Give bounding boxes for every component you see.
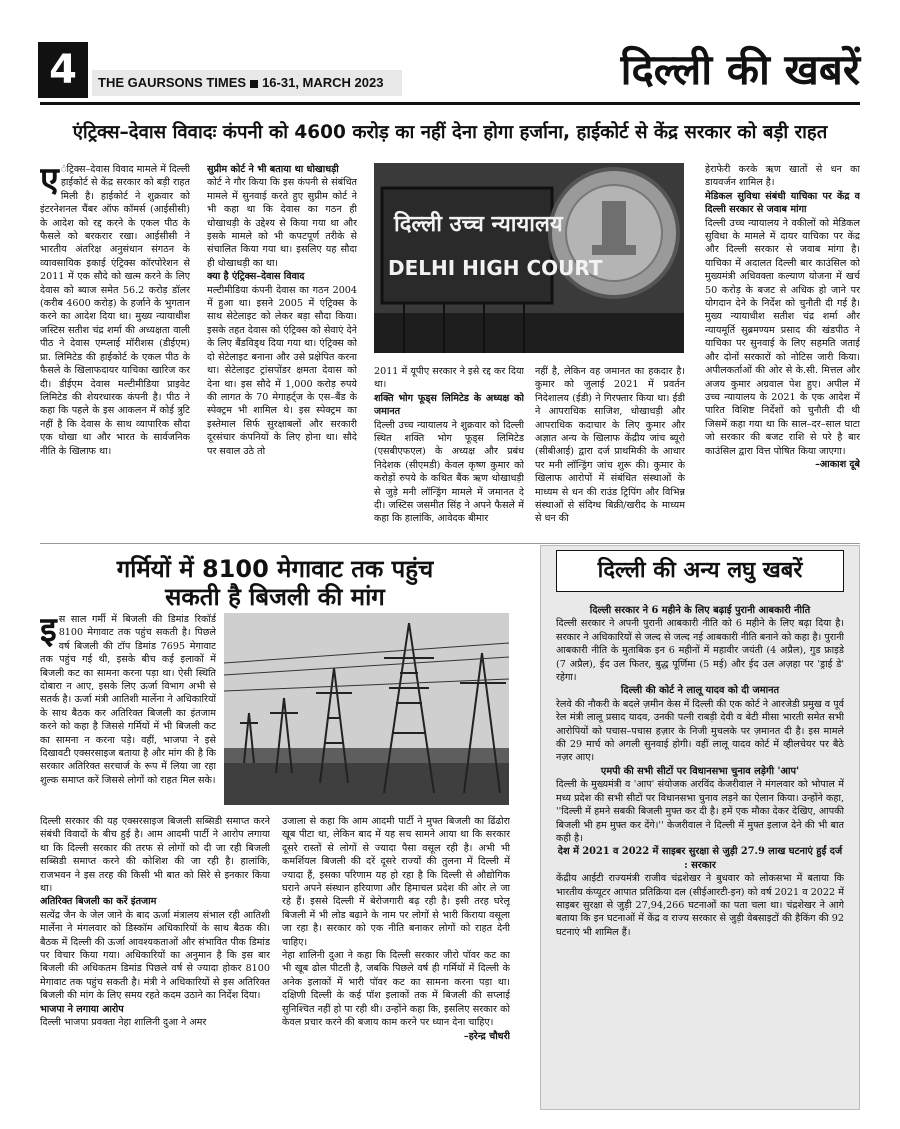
short-news-heading: देश में 2021 व 2022 में साइबर सुरक्षा से जुड़ी 27.9 लाख घटनाएं हुईं दर्ज : सरकार	[557, 846, 843, 871]
square-bullet-icon	[250, 80, 258, 88]
story1-col1	[40, 163, 190, 533]
drop-cap: ए	[40, 163, 59, 200]
story1-col2-para2: मल्टीमीडिया कंपनी देवास का गठन 2004 में हुआ था। इसने 2005 में एंट्रिक्स के साथ सेटेलाइट को लेकर बड़ा सौदा किया। इसके तहत देवास को एंट्रिक्स को सेवाएं देने के लिए बैंडविड्थ दिया गया था। एंट्रिक्स को दो सेटेलाइट बनाना और उसे प्रक्षेपित करना था। सेटेलाइट ट्रांसपोंडर क्षमता देवास को देना था। इस सौदे में 1,000 करोड़ रुपये की लागत के 70 मेगाहर्ट्ज के एस–बैंड के स्पेक्ट्रम भी शामिल थे। इस स्पेक्ट्रम का इस्तेमाल सिर्फ सुरक्षाबलों और सरकारी दूरसंचार कंपनियों के लिए होना था। सौदे पर सवाल उठे तो	[207, 284, 357, 457]
story1-col3	[374, 365, 524, 533]
short-news-body: रेलवे की नौकरी के बदले ज़मीन केस में दिल्ली की एक कोर्ट ने आरजेडी प्रमुख व पूर्व रेल मंत्री लालू प्रसाद यादव, उनकी पत्नी राबड़ी देवी व बेटी मीसा भारती समेत सभी आरोपियों को पचास–पचास हज़ार के निजी मुचलके पर ज़मानत दी है। इस मामले की 29 मार्च को अगली सुनवाई होगी। वहीं लालू यादव कोर्ट में व्हीलचेयर पर बैठे नज़र आए।	[556, 698, 844, 764]
story1-subhead-sc: सुप्रीम कोर्ट ने भी बताया था धोखाधड़ी	[207, 164, 339, 175]
short-news-body: दिल्ली सरकार ने अपनी पुरानी आबकारी नीति को 6 महीने के लिए बढ़ा दिया है। सरकार ने अधिकारियों से जल्द से जल्द नई आबकारी नीति बनाने को कहा है। पुरानी आबकारी नीति के मुताबिक इन 6 महीनों में महावीर जयंती (4 अप्रैल), गुड फ्राइडे (7 अप्रैल), ईद उल फितर, बुद्ध पूर्णिमा (5 मई) और ईद उल अज़हा पर 'ड्राई डे' रहेगा।	[556, 618, 844, 684]
paper-name: THE GAURSONS TIMES	[98, 75, 247, 90]
story2-subhead-bjp: भाजपा ने लगाया आरोप	[40, 1003, 124, 1015]
delhi-high-court-photo	[374, 163, 684, 353]
story1-col5-para2: दिल्ली उच्च न्यायालय ने वकीलों को मेडिकल सुविधा के मामले में दायर याचिका पर केंद्र और दिल्ली सरकार से जवाब मांगा है। याचिका में अदालत दिल्ली बार काउंसिल को मुख्यमंत्री अधिवक्ता कल्याण योजना में खर्च 50 करोड़ के बजट से अधिक हो जाने पर योगदान देने के निर्देश को चुनौती दी गई है। मुख्य न्यायाधीश सतीश चंद्र शर्मा और न्यायमूर्ति सुब्रमण्यम प्रसाद की खंडपीठ ने याचिका पर सुनवाई के लिए सहमति जताई और दोनों सरकारों को नोटिस जारी किया। अपीलकर्ताओं की ओर से के.सी. मित्तल और अजय कुमार अग्रवाल पेश हुए। अपील में उच्च न्यायालय के 2021 के एक आदेश में पारित विशिष्ट निर्देशों को चुनौती दी थी जिसमें कहा गया था कि साल–दर–साल घाटा जो सरकार की बजट राशि से परे है बार काउंसिल द्वारा वित्त पोषित किया जाएगा।	[705, 217, 860, 457]
pylons-photo-svg	[224, 613, 509, 805]
story1-col1-text: ंट्रिक्स–देवास विवाद मामले में दिल्ली हाईकोर्ट से केंद्र सरकार को बड़ी राहत मिली है। हाईकोर्ट ने शुक्रवार को इंटरनेशनल चैंबर ऑफ कॉमर्स (आईसीसी) के आदेश को रद्द करने के एकल पीठ के फैसले को बरकरार रखा। आईसीसी ने भारतीय अंतरिक्ष अनुसंधान संगठन के व्यावसायिक इकाई एंट्रिक्स कॉरपोरेशन से 2011 में एक सौदे को खत्म करने के लिए देवास को ब्याज समेत 56.2 करोड़ डॉलर (करीब 4600 करोड़) के हर्जाने के भुगतान करने का आदेश दिया था। मुख्य न्यायाधीश जस्टिस सतीश चंद्र शर्मा की अध्यक्षता वाली पीठ ने देवास एम्प्लाई मॉरीशस (डीईएम) प्रा. लिमिटेड की हाईकोर्ट के एकल पीठ के फैसले के खिलाफदायर याचिका खारिज कर दी। डीईएम देवास मल्टीमीडिया प्राइवेट लिमिटेड की शेयरधारक कंपनी है। पीठ ने कहा कि पहले के इस आकलन में कोई त्रुटि नहीं है कि देवास के साथ व्यापारिक सौदा एक धोखा था और भारत के सार्वजनिक नीति के खिलाफ था।	[40, 164, 190, 457]
story1-subhead-bail: शक्ति भोग फूड्स लिमिटेड के अध्यक्ष को जमानत	[374, 392, 524, 418]
section-title: दिल्ली की खबरें	[620, 45, 860, 94]
story2-lead-text: स साल गर्मी में बिजली की डिमांड रिकॉर्ड 8100 मेगावाट तक पहुंच सकती है। पिछले वर्ष बिजली की टॉप डिमांड 7695 मेगावाट तक पहुंच गई थी, इसके बीच कई इलाकों में बिजली कट का सामना करना पड़ा था। ऐसी स्थिति दोबारा न आए, इसके लिए ऊर्जा विभाग अभी से सतर्क है। ऊर्जा मंत्री आतिशी मार्लेना ने अधिकारियों के साथ बैठक कर अतिरिक्त बिजली का इंतजाम करने को कहा है जिससे गर्मियों में भी बिजली कट का सामना न करना पड़े। वहीं, भाजपा ने इसे दिखावटी एक्सरसाइज बताया है और मांग की है कि सरकार अतिरिक्त सरचार्ज के रूप में लिया जा रहा शुल्क समाप्त करें जिससे लोगों को राहत मिल सके।	[40, 614, 216, 786]
story1-col3-para2: दिल्ली उच्च न्यायालय ने शुक्रवार को दिल्ली स्थित शक्ति भोग फूड्स लिमिटेड (एसबीएफएल) के अध्यक्ष और प्रबंध निदेशक (सीएमडी) केवल कृष्ण कुमार को करोड़ों रुपये के कथित बैंक ऋण धोखाधड़ी से जुड़े मनी लॉन्ड्रिंग मामले में जमानत दे दी। जस्टिस जसमीत सिंह ने अपने फैसले में कहा कि हालांकि, आवेदक बीमार	[374, 419, 524, 525]
drop-cap: इ	[40, 613, 57, 650]
story1-headline: एंट्रिक्स–देवास विवादः कंपनी को 4600 करोड़ का नहीं देना होगा हर्जाना, हाईकोर्ट से केंद्र सरकार को बड़ी राहत	[72, 122, 828, 143]
story2-col2	[282, 815, 510, 1110]
story2-col1	[40, 815, 270, 1110]
story1-col4-text: नहीं है, लेकिन वह जमानत का हकदार है। कुमार को जुलाई 2021 में प्रवर्तन निदेशालय (ईडी) ने गिरफ्तार किया था। ईडी ने आपराधिक साजिश, धोखाधड़ी और आपराधिक कदाचार के लिए कुमार और अज्ञात अन्य के खिलाफ केंद्रीय जांच ब्यूरो (सीबीआई) द्वारा दर्ज प्राथमिकी के आधार पर मनी लॉन्ड्रिंग जांच शुरू की। कुमार के खिलाफ आरोपों में संबंधित संस्थाओं के माध्यम से धन की राउंड ट्रिपिंग और विभिन्न संस्थाओं से संदिग्ध बिक्री/खरीद के माध्यम से धन की	[535, 366, 685, 525]
story1-byline: –आकाश दूबे	[815, 458, 860, 470]
short-news-title: दिल्ली की अन्य लघु खबरें	[556, 550, 844, 592]
story1-col5	[705, 163, 860, 538]
story2-col1-para2: दिल्ली सरकार की यह एक्सरसाइज बिजली सब्सिडी समाप्त करने संबंधी विवादों के बीच हुई है। आम आदमी पार्टी ने आरोप लगाया था कि दिल्ली सरकार की तरफ से लोगों को दी जा रही बिजली सब्सिडी समाप्त करने की कोशिश की जा रही है। हालांकि, राजभवन ने इस तरह की किसी भी बात को सिरे से इनकार किया था।	[40, 816, 270, 895]
masthead-bar	[92, 70, 402, 96]
power-pylons-photo	[224, 613, 509, 805]
story2-subhead-arrange: अतिरिक्त बिजली का करें इंतजाम	[40, 896, 157, 908]
court-sign-english: DELHI HIGH COURT	[388, 256, 603, 280]
story2-headline	[60, 555, 490, 611]
story1-subhead-medical: मेडिकल सुविधा संबंधी याचिका पर केंद्र व दिल्ली सरकार से जवाब मांगा	[705, 190, 860, 216]
story1-col2-para1: कोर्ट ने गौर किया कि इस कंपनी से संबंधित मामले में सुनवाई करते हुए सुप्रीम कोर्ट ने भी कहा था कि देवास का गठन ही धोखाधड़ी के उद्देश्य से किया गया था और इसके मामले को भी कपटपूर्ण तरीके से संचालित किया गया था। इसलिए यह सौदा ही धोखाधड़ी का था।	[207, 177, 357, 269]
short-news-heading: एमपी की सभी सीटों पर विधानसभा चुनाव लड़ेगी 'आप'	[600, 765, 800, 777]
story2-col2-para2: नेहा शालिनी दुआ ने कहा कि दिल्ली सरकार जीरो पॉवर कट का भी खूब ढोल पीटती है, जबकि पिछले वर्ष ही गर्मियों में दिल्ली के अनेक इलाकों में भारी पॉवर कट का सामना करना पड़ा था। दक्षिणी दिल्ली के कई पॉश इलाकों तक में बिजली की सप्लाई सुनिश्चित नहीं हो पा रही थी। उन्होंने कहा कि, इसलिए सरकार को केवल प्रचार करने की बजाय काम करने पर ध्यान देना चाहिए।	[282, 950, 510, 1029]
page-number: 4	[38, 42, 88, 98]
story1-col4	[535, 365, 685, 533]
story2-col1-para4: दिल्ली भाजपा प्रवक्ता नेहा शालिनी दुआ ने अमर	[40, 1017, 207, 1029]
court-photo-svg	[374, 163, 684, 353]
story1-col2	[207, 163, 357, 533]
middle-rule	[40, 543, 860, 544]
story2-lead	[40, 613, 216, 809]
story1-col5-para1: हेराफेरी करके ऋण खातों से धन का डायवर्जन शामिल है।	[705, 164, 860, 189]
story2-byline: –हरेन्द्र चौधरी	[463, 1030, 510, 1042]
top-rule	[40, 102, 860, 105]
short-news-heading: दिल्ली सरकार ने 6 महीने के लिए बढ़ाई पुरानी आबकारी नीति	[589, 605, 811, 616]
story1-col3-para1: 2011 में यूपीए सरकार ने इसे रद्द कर दिया था।	[374, 366, 524, 391]
short-news-list	[556, 604, 844, 1104]
story2-headline-line2: सकती है बिजली की मांग	[165, 583, 385, 611]
court-sign-hindi: दिल्ली उच्च न्यायालय	[394, 211, 563, 237]
dateline: 16-31, MARCH 2023	[262, 75, 384, 90]
short-news-body: दिल्ली के मुख्यमंत्री व 'आप' संयोजक अरविंद केजरीवाल ने मंगलवार को भोपाल में मध्य प्रदेश की सभी सीटों पर विधानसभा चुनाव लड़ने का ऐलान किया। उन्होंने कहा, ''दिल्ली में हमने सबकी बिजली मुफ्त कर दी है। हमें एक मौका देकर देखिए, आपकी बिजली भी हम मुफ्त कर देंगे।'' केजरीवाल ने दिल्ली में मुफ्त इलाज देने की भी बात कही है।	[556, 779, 844, 844]
short-news-body: केंद्रीय आईटी राज्यमंत्री राजीव चंद्रशेखर ने बुधवार को लोकसभा में बताया कि भारतीय कंप्यूटर आपात प्रतिक्रिया दल (सीईआरटी-इन) को वर्ष 2021 व 2022 में साइबर सुरक्षा से जुड़ी 27,94,266 घटनाओं का पता चला था। चंद्रशेखर ने आगे बताया कि इन घटनाओं में केंद्र व राज्य सरकार से जुड़ी वेबसाइटों की हैकिंग की 92 घटनाएं भी शामिल हैं।	[556, 873, 844, 938]
story2-headline-line1: गर्मियों में 8100 मेगावाट तक पहुंच	[116, 555, 434, 583]
story2-col1-para3: सत्येंद्र जैन के जेल जाने के बाद ऊर्जा मंत्रालय संभाल रही आतिशी मार्लेना ने मंगलवार को डिस्कॉम अधिकारियों के साथ बैठक की। बैठक में दिल्ली की ऊर्जा आवश्यकताओं और संभावित पीक डिमांड पर विचार किया गया। अधिकारियों का अनुमान है कि इस बार बिजली की अधिकतम डिमांड पिछले वर्ष से ज्यादा होकर 8100 मेगावाट तक पहुंच सकती है। मंत्री ने अधिकारियों से इस अतिरिक्त बिजली की मांग के लिए समय रहते कदम उठाने का निर्देश दिया।	[40, 909, 270, 1002]
story2-col2-para1: उजाला से कहा कि आम आदमी पार्टी ने मुफ्त बिजली का ढिंढोरा खूब पीटा था, लेकिन बाद में यह सच सामने आया था कि सरकार दूसरे रास्तों से लोगों से ज्यादा पैसा वसूल रही है। अभी भी कमर्शियल बिजली की दरें दूसरे राज्यों की तुलना में दिल्ली में ज्यादा हैं, इसका परिणाम यह हो रहा है कि दिल्ली से औद्योगिक घराने अपने संस्थान हरियाणा और हिमाचल प्रदेश की ओर ले जा रहे हैं। इससे दिल्ली में बेरोजगारी बढ़ रही है। इसी तरह घरेलू बिजली में भी लोड बढ़ाने के नाम पर लोगों से भारी किराया वसूला जा रहा है। सरकार को एक नीति बनाकर लोगों को राहत देनी चाहिए।	[282, 816, 510, 948]
short-news-heading: दिल्ली की कोर्ट ने लालू यादव को दी जमानत	[620, 685, 780, 697]
story1-subhead-dispute: क्या है एंट्रिक्स–देवास विवाद	[207, 271, 305, 283]
